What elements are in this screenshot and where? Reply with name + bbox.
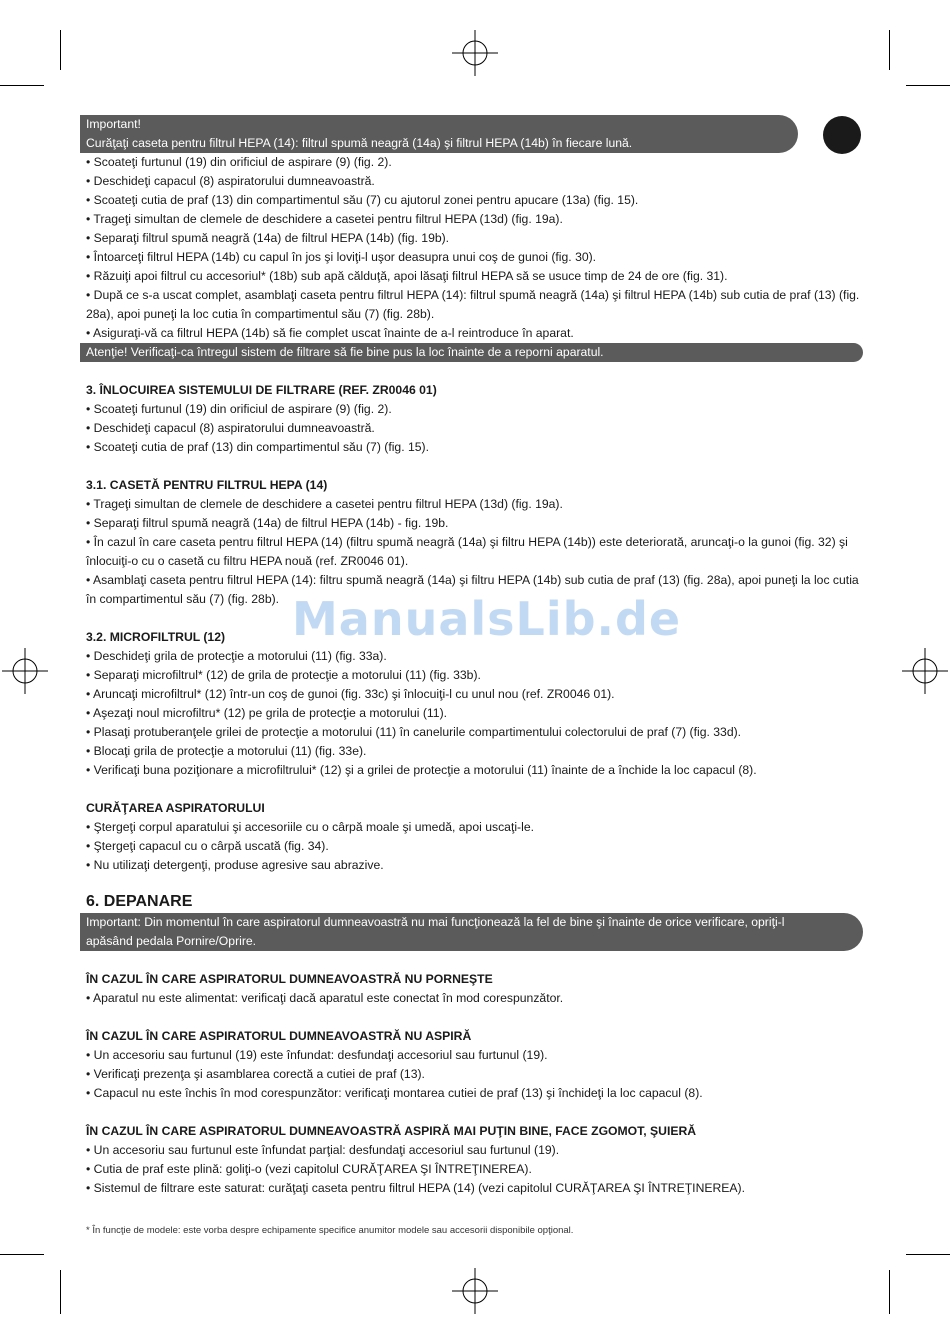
watermark: ManualsLib.de <box>292 592 682 646</box>
crop-mark <box>0 85 44 86</box>
list-item: • Plasaţi protuberanţele grilei de protecţie a motorului (11) în canelurile compartimentului colectorului de praf (7) (fig. 33d). <box>86 725 742 739</box>
registration-mark-bottom <box>452 1268 498 1314</box>
list-item: • Blocaţi grila de protecţie a motorului (11) (fig. 33e). <box>86 744 367 758</box>
cleaning-title: CURĂŢAREA ASPIRATORULUI <box>86 801 265 815</box>
list-item: • Verificaţi prezenţa şi asamblarea corectă a cutiei de praf (13). <box>86 1067 425 1081</box>
crop-mark <box>60 1270 61 1314</box>
crop-mark <box>60 30 61 70</box>
list-item: • Sistemul de filtrare este saturat: curăţaţi caseta pentru filtrul HEPA (14) (vezi capitolul CURĂŢAREA ŞI ÎNTREŢINEREA). <box>86 1181 746 1195</box>
list-item: • Trageţi simultan de clemele de deschidere a casetei pentru filtrul HEPA (13d) (fig. 19a). <box>86 212 563 226</box>
list-item: • Întoarceţi filtrul HEPA (14b) cu capul în jos şi loviţi-l uşor deasupra unui coş de gunoi (fig. 30). <box>86 250 597 264</box>
section-3-2-title: 3.2. MICROFILTRUL (12) <box>86 630 226 644</box>
list-item: • Cutia de praf este plină: goliţi-o (vezi capitolul CURĂŢAREA ŞI ÎNTREŢINEREA). <box>86 1162 532 1176</box>
important-banner <box>80 115 798 153</box>
depanare-banner: Important: Din momentul în care aspiratorul dumneavoastră nu mai funcţionează la fel de bine şi înainte de orice verificare, opriţi-l apăsând pedala Pornire/Oprire. <box>80 913 863 951</box>
list-item: • Aşezaţi noul microfiltru* (12) pe grila de protecţie a motorului (11). <box>86 706 448 720</box>
list-item: • Verificaţi buna poziţionare a microfiltrului* (12) şi a grilei de protecţie a motorului (11) înainte de a închide la loc capacul (8). <box>86 763 757 777</box>
list-item: • Un accesoriu sau furtunul este înfundat parţial: desfundaţi accesoriul sau furtunul (19). <box>86 1143 560 1157</box>
list-item: • Scoateţi furtunul (19) din orificiul de aspirare (9) (fig. 2). <box>86 155 392 169</box>
list-item: • Capacul nu este închis în mod corespunzător: verificaţi montarea cutiei de praf (13) şi închideţi la loc capacul (8). <box>86 1086 703 1100</box>
list-item: • Deschideţi capacul (8) aspiratorului dumneavoastră. <box>86 421 375 435</box>
list-item: • Ştergeţi corpul aparatului şi accesoriile cu o cârpă moale şi umedă, apoi uscaţi-le. <box>86 820 534 834</box>
list-item: • Aparatul nu este alimentat: verificaţi dacă aparatul este conectat în mod corespunzător. <box>86 991 564 1005</box>
list-item: • Răzuiţi apoi filtrul cu accesoriul* (18b) sub apă călduţă, apoi lăsaţi filtrul HEPA să se usuce timp de 24 de ore (fig. 31). <box>86 269 728 283</box>
list-item: • După ce s-a uscat complet, asamblaţi caseta pentru filtrul HEPA (14): filtrul spumă neagră (14a) şi filtrul HEPA (14b) sub cutia de praf (13) (fig. 28a), apoi puneţi la loc cutia în compartimentul său (7) (fig. 28b). <box>86 288 860 321</box>
case-1-title: ÎN CAZUL ÎN CARE ASPIRATORUL DUMNEAVOASTRĂ NU PORNEŞTE <box>86 972 493 986</box>
crop-mark <box>889 1270 890 1314</box>
footnote: * În funcţie de modele: este vorba despre echipamente specifice anumitor modele sau accesorii disponibile opţional. <box>86 1225 574 1236</box>
list-item: • Nu utilizaţi detergenţi, produse agresive sau abrazive. <box>86 858 384 872</box>
list-item: • Ştergeţi capacul cu o cârpă uscată (fig. 34). <box>86 839 329 853</box>
registration-mark-left <box>2 648 48 694</box>
list-item: • În cazul în care caseta pentru filtrul HEPA (14) (filtru spumă neagră (14a) şi filtru HEPA (14b)) este deteriorată, aruncaţi-o la gunoi (fig. 32) şi înlocuiţi-o cu o casetă cu filtru HEPA nouă (ref. ZR0046 01). <box>86 535 848 568</box>
section-3-1-title: 3.1. CASETĂ PENTRU FILTRUL HEPA (14) <box>86 478 328 492</box>
case-3-title: ÎN CAZUL ÎN CARE ASPIRATORUL DUMNEAVOASTRĂ ASPIRĂ MAI PUŢIN BINE, FACE ZGOMOT, ŞUIERĂ <box>86 1124 697 1138</box>
list-item: • Asamblaţi caseta pentru filtrul HEPA (14): filtru spumă neagră (14a) şi filtru HEPA (14b) sub cutia de praf (13) (fig. 28a), apoi puneţi la loc cutia în compartimentul său (7) (fig. 28b). <box>86 573 859 606</box>
crop-mark <box>889 30 890 70</box>
list-item: • Scoateţi cutia de praf (13) din compartimentul său (7) (fig. 15). <box>86 440 429 454</box>
list-item: • Scoateţi cutia de praf (13) din compartimentul său (7) cu ajutorul zonei pentru apucare (13a) (fig. 15). <box>86 193 639 207</box>
list-item: • Deschideţi capacul (8) aspiratorului dumneavoastră. <box>86 174 375 188</box>
important-text: Curăţaţi caseta pentru filtrul HEPA (14): filtrul spumă neagră (14a) şi filtrul HEPA (14b) în fiecare lună. <box>86 136 633 150</box>
registration-mark-right <box>902 648 948 694</box>
page-content <box>86 115 866 1198</box>
list-item: • Deschideţi grila de protecţie a motorului (11) (fig. 33a). <box>86 649 387 663</box>
attention-banner: Atenţie! Verificaţi-ca întregul sistem de filtrare să fie bine pus la loc înainte de a reporni aparatul. <box>80 343 863 362</box>
registration-mark-top <box>452 30 498 76</box>
list-item: • Separaţi microfiltrul* (12) de grila de protecţie a motorului (11) (fig. 33b). <box>86 668 481 682</box>
crop-mark <box>0 1254 44 1255</box>
list-item: • Separaţi filtrul spumă neagră (14a) de filtrul HEPA (14b) (fig. 19b). <box>86 231 450 245</box>
list-item: • Trageţi simultan de clemele de deschidere a casetei pentru filtrul HEPA (13d) (fig. 19a). <box>86 497 563 511</box>
list-item: • Aruncaţi microfiltrul* (12) într-un coş de gunoi (fig. 33c) şi înlocuiţi-l cu unul nou (ref. ZR0046 01). <box>86 687 615 701</box>
list-item: • Asiguraţi-vă ca filtrul HEPA (14b) să fie complet uscat înainte de a-l reintroduce în aparat. <box>86 326 574 340</box>
intro-steps <box>86 153 866 343</box>
section-3-title: 3. ÎNLOCUIREA SISTEMULUI DE FILTRARE (REF. ZR0046 01) <box>86 383 437 397</box>
section-6-title: 6. DEPANARE <box>86 893 193 910</box>
list-item: • Separaţi filtrul spumă neagră (14a) de filtrul HEPA (14b) - fig. 19b. <box>86 516 449 530</box>
crop-mark <box>906 1254 950 1255</box>
case-2-title: ÎN CAZUL ÎN CARE ASPIRATORUL DUMNEAVOASTRĂ NU ASPIRĂ <box>86 1029 472 1043</box>
list-item: • Un accesoriu sau furtunul (19) este înfundat: desfundaţi accesoriul sau furtunul (19). <box>86 1048 548 1062</box>
list-item: • Scoateţi furtunul (19) din orificiul de aspirare (9) (fig. 2). <box>86 402 392 416</box>
crop-mark <box>906 85 950 86</box>
important-title: Important! <box>86 117 141 131</box>
